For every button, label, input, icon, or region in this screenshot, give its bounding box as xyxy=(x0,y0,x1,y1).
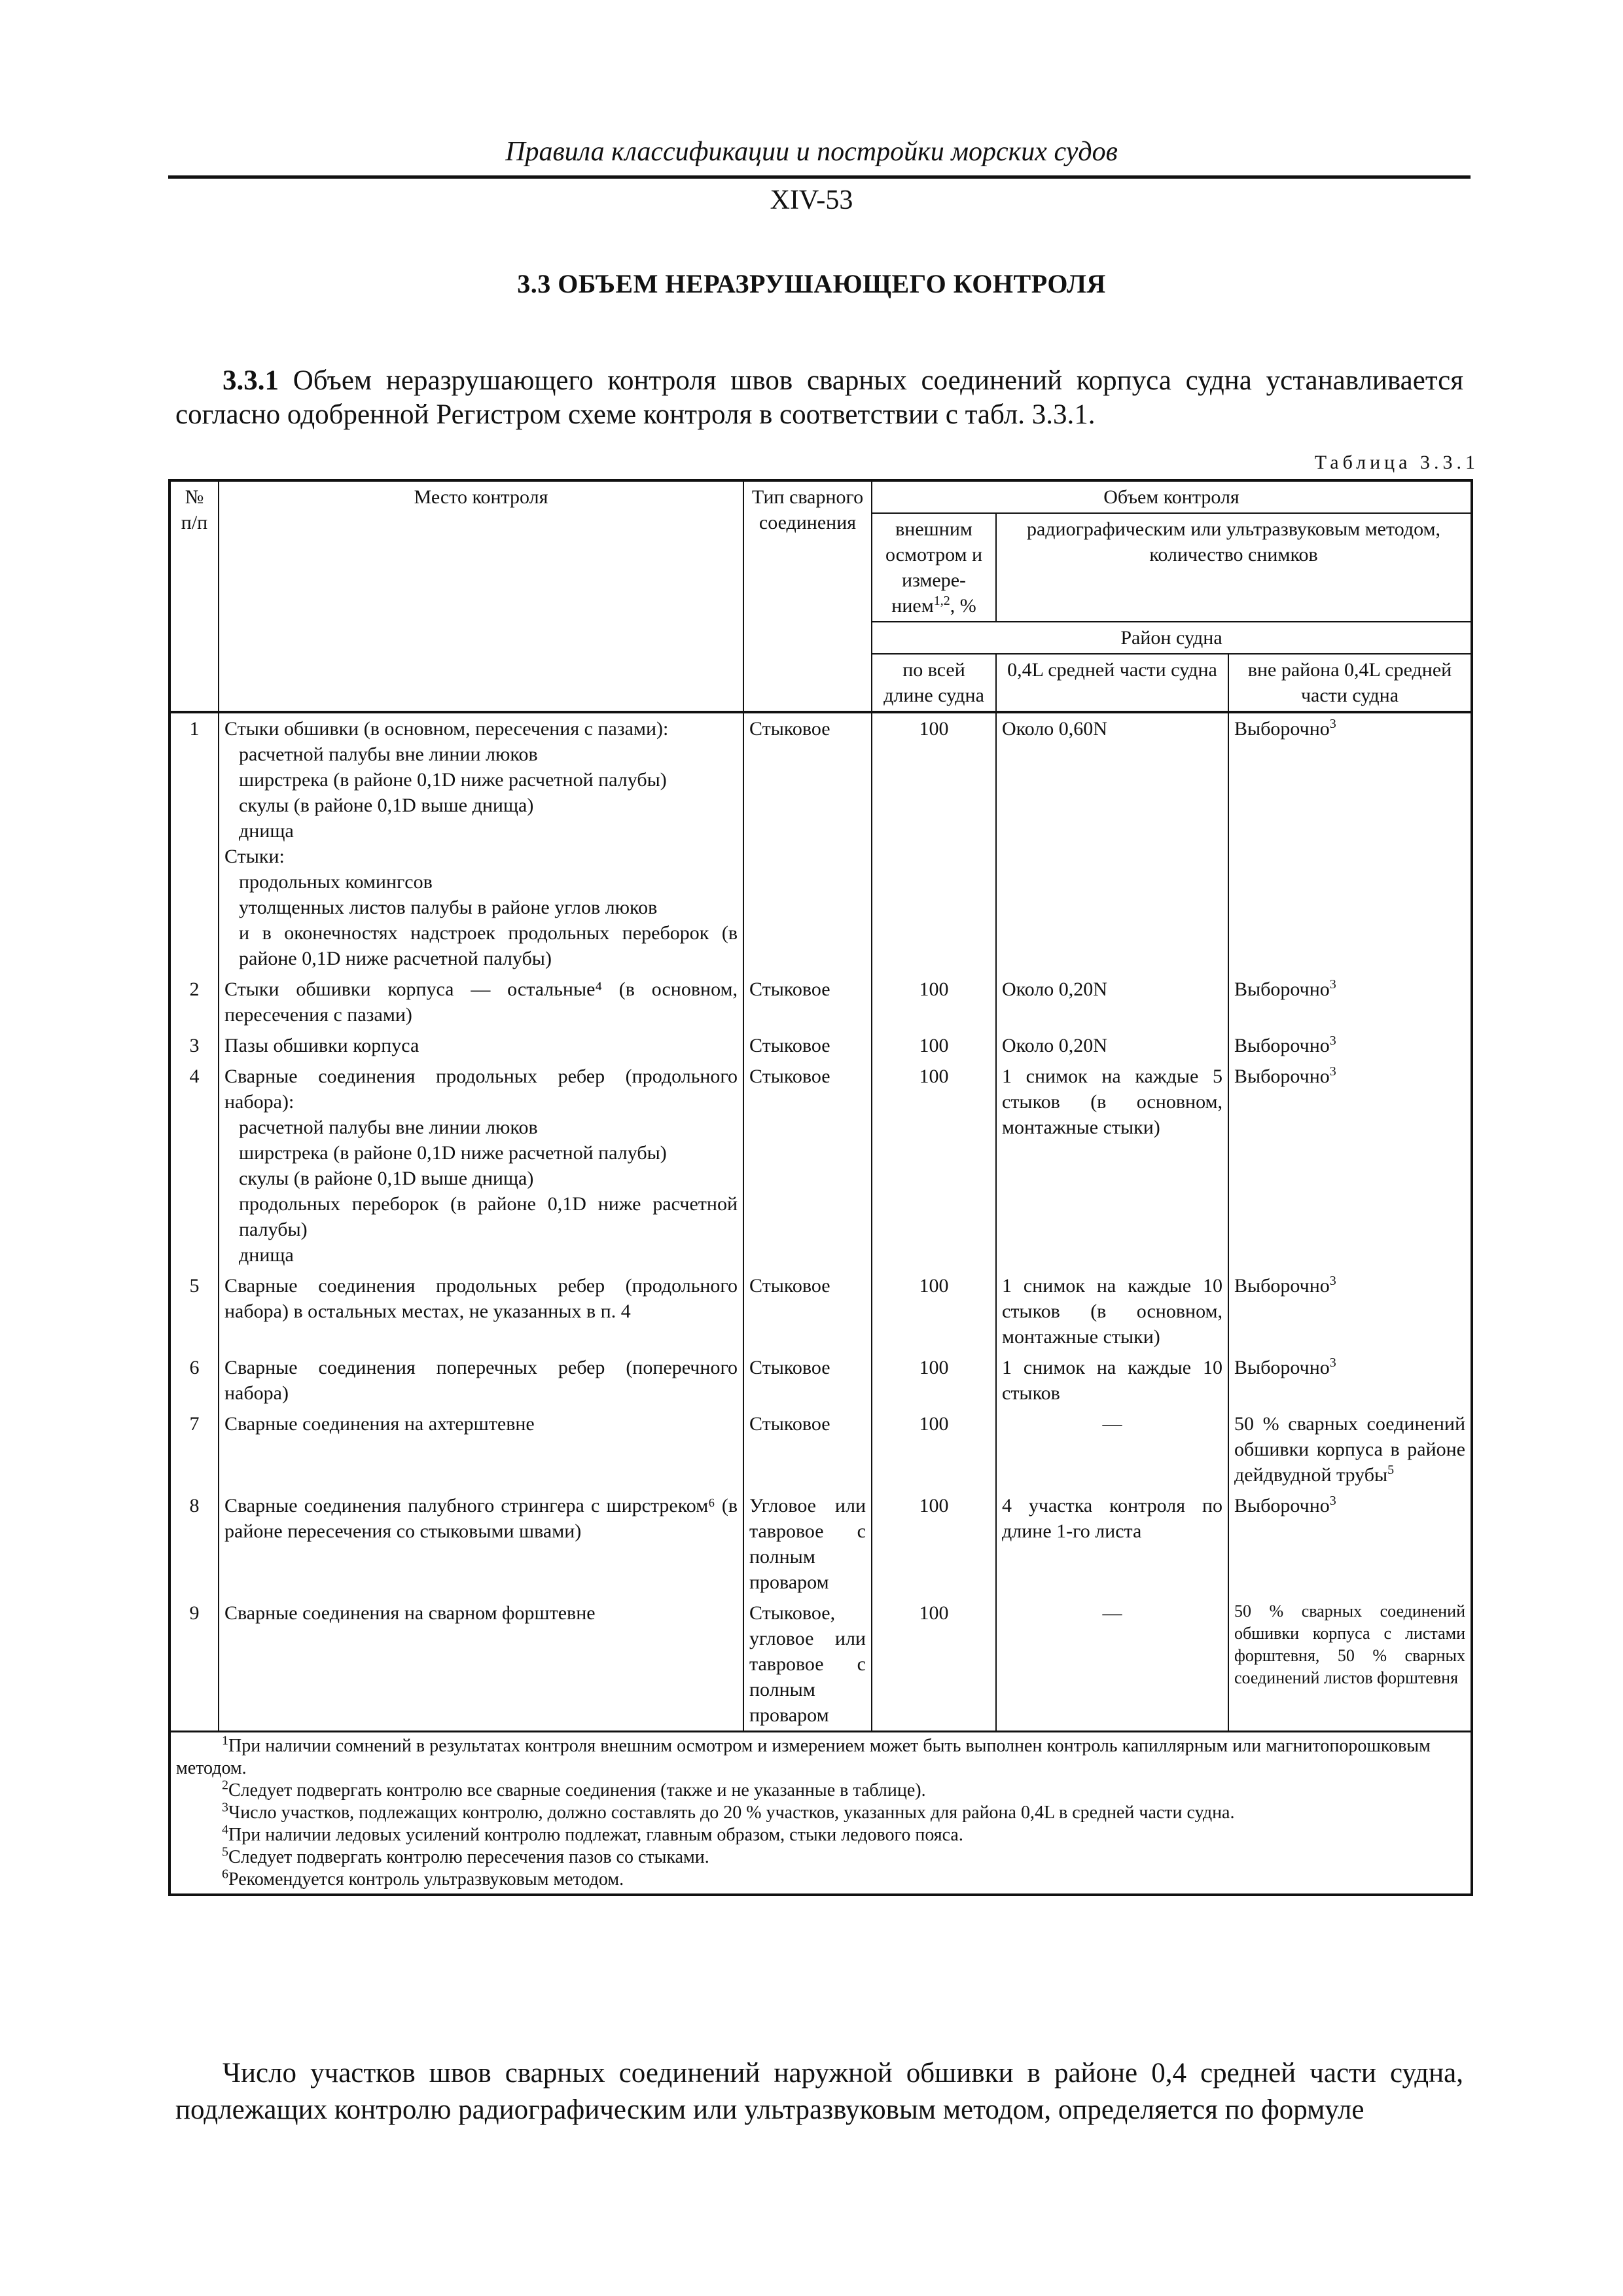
footnote-text: Следует подвергать контролю пересечения пазов со стыками. xyxy=(228,1847,709,1867)
row-place xyxy=(219,1270,743,1352)
row-mid-part: 4 участка контроля по длине 1-го листа xyxy=(996,1490,1228,1598)
table-row xyxy=(169,1598,1472,1732)
row-weld-type: Стыковое xyxy=(743,1270,872,1352)
place-line: продольных комингсов xyxy=(239,871,433,893)
place-line: днища xyxy=(239,820,294,842)
row-number: 6 xyxy=(169,1352,219,1408)
footnote xyxy=(176,1846,1465,1869)
row-number: 5 xyxy=(169,1270,219,1352)
table-container xyxy=(168,479,1471,1896)
row-mid-part: Около 0,20N xyxy=(996,974,1228,1030)
row-weld-type: Стыковое, угловое или тавровое с полным проваром xyxy=(743,1598,872,1732)
row-number: 3 xyxy=(169,1030,219,1061)
outside-footnote-ref: 3 xyxy=(1329,1064,1336,1079)
row-number: 8 xyxy=(169,1490,219,1598)
outside-text: Выборочно xyxy=(1234,718,1330,740)
row-mid-part: 1 снимок на каждые 10 стыков xyxy=(996,1352,1228,1408)
outside-footnote-ref: 3 xyxy=(1329,1033,1336,1048)
page-number: XIV-53 xyxy=(770,185,853,215)
header-volume: Объем контроля xyxy=(872,480,1472,513)
row-outside-mid xyxy=(1228,1490,1472,1598)
inspection-table xyxy=(168,479,1473,1896)
header-radio: радиографическим или ультразвуковым методом, количество снимков xyxy=(996,513,1472,622)
outside-footnote-ref: 5 xyxy=(1387,1463,1395,1477)
paragraph-text: Объем неразрушающего контроля швов сварных соединений корпуса судна устанавливается согласно одобренной Регистром схеме контроля в соответствии с табл. 3.3.1. xyxy=(175,365,1463,430)
row-place xyxy=(219,1598,743,1732)
row-place xyxy=(219,1408,743,1490)
place-line: Стыки: xyxy=(224,846,285,867)
row-visual-percent: 100 xyxy=(872,1061,996,1270)
row-outside-mid xyxy=(1228,1061,1472,1270)
footnote-mark: 5 xyxy=(222,1844,228,1859)
row-weld-type: Стыковое xyxy=(743,1352,872,1408)
row-outside-mid xyxy=(1228,1408,1472,1490)
footnote-mark: 4 xyxy=(222,1822,228,1837)
table-row xyxy=(169,1490,1472,1598)
place-line: и в оконечностях надстроек продольных переборок (в районе 0,1D ниже расчетной палубы) xyxy=(239,922,738,969)
row-outside-mid xyxy=(1228,1270,1472,1352)
footnote-text: Рекомендуется контроль ультразвуковым методом. xyxy=(228,1869,624,1890)
place-line: Сварные соединения на сварном форштевне xyxy=(224,1602,596,1624)
row-mid-part: Около 0,20N xyxy=(996,1030,1228,1061)
footnote-mark: 3 xyxy=(222,1800,228,1815)
header-place: Место контроля xyxy=(219,480,743,712)
row-outside-mid xyxy=(1228,974,1472,1030)
row-weld-type: Стыковое xyxy=(743,974,872,1030)
footnote-text: Следует подвергать контролю все сварные соединения (также и не указанные в таблице). xyxy=(228,1780,926,1801)
header-num: № п/п xyxy=(169,480,219,712)
place-line: скулы (в районе 0,1D выше днища) xyxy=(239,795,534,816)
table-body xyxy=(169,712,1472,1732)
footnote xyxy=(176,1802,1465,1824)
row-outside-mid xyxy=(1228,1030,1472,1061)
place-line: ширстрека (в районе 0,1D ниже расчетной палубы) xyxy=(239,1142,667,1164)
row-weld-type: Стыковое xyxy=(743,712,872,974)
outside-footnote-ref: 3 xyxy=(1329,717,1336,731)
place-line: Пазы обшивки корпуса xyxy=(224,1035,419,1056)
header-visual-unit: , % xyxy=(950,595,976,617)
footnote-mark: 2 xyxy=(222,1778,228,1793)
place-line: ширстрека (в районе 0,1D ниже расчетной палубы) xyxy=(239,769,667,791)
row-weld-type: Стыковое xyxy=(743,1030,872,1061)
row-place xyxy=(219,974,743,1030)
table-row xyxy=(169,1352,1472,1408)
place-line: продольных переборок (в районе 0,1D ниже расчетной палубы) xyxy=(239,1193,738,1240)
outside-text: Выборочно xyxy=(1234,1357,1330,1378)
row-visual-percent: 100 xyxy=(872,1030,996,1061)
place-line: Сварные соединения продольных ребер (продольного набора) в остальных местах, не указанных в п. 4 xyxy=(224,1275,738,1322)
row-place xyxy=(219,1352,743,1408)
place-line: Сварные соединения продольных ребер (продольного набора): xyxy=(224,1066,738,1113)
header-ship-region: Район судна xyxy=(872,622,1472,654)
outside-text: 50 % сварных соединений обшивки корпуса в районе дейдвудной трубы xyxy=(1234,1413,1465,1486)
row-mid-part: 1 снимок на каждые 5 стыков (в основном, монтажные стыки) xyxy=(996,1061,1228,1270)
row-visual-percent: 100 xyxy=(872,712,996,974)
footnote xyxy=(176,1780,1465,1802)
outside-text: Выборочно xyxy=(1234,1495,1330,1516)
footnote-text: При наличии сомнений в результатах контроля внешним осмотром и измерением может быть выполнен контроль капиллярным или магнитопорошковым методом. xyxy=(176,1736,1431,1778)
row-place xyxy=(219,1490,743,1598)
table-row xyxy=(169,1408,1472,1490)
place-line: расчетной палубы вне линии люков xyxy=(239,1117,538,1138)
row-visual-percent: 100 xyxy=(872,974,996,1030)
header-visual-sup: 1,2 xyxy=(933,594,950,608)
header-outside-mid: вне района 0,4L средней части судна xyxy=(1228,654,1472,712)
row-mid-part: — xyxy=(996,1598,1228,1732)
running-header-title: Правила классификации и постройки морских судов xyxy=(505,137,1118,167)
place-line: скулы (в районе 0,1D выше днища) xyxy=(239,1168,534,1189)
outside-text: Выборочно xyxy=(1234,1066,1330,1087)
table-row xyxy=(169,712,1472,974)
paragraph-number: 3.3.1 xyxy=(223,365,279,396)
row-mid-part: Около 0,60N xyxy=(996,712,1228,974)
row-weld-type: Стыковое xyxy=(743,1408,872,1490)
outside-footnote-ref: 3 xyxy=(1329,1355,1336,1370)
place-line: Стыки обшивки корпуса — остальные⁴ (в основном, пересечения с пазами) xyxy=(224,978,738,1026)
outside-text: Выборочно xyxy=(1234,1275,1330,1297)
table-caption: Таблица 3.3.1 xyxy=(1314,452,1479,473)
header-weld-type: Тип сварного соединения xyxy=(743,480,872,712)
footnote xyxy=(176,1824,1465,1846)
outside-footnote-ref: 3 xyxy=(1329,1494,1336,1508)
intro-paragraph xyxy=(175,364,1463,432)
footnote xyxy=(176,1735,1465,1780)
row-weld-type: Стыковое xyxy=(743,1061,872,1270)
row-outside-mid xyxy=(1228,712,1472,974)
row-mid-part: 1 снимок на каждые 10 стыков (в основном, монтажные стыки) xyxy=(996,1270,1228,1352)
place-line: утолщенных листов палубы в районе углов люков xyxy=(239,897,658,918)
place-line: Стыки обшивки (в основном, пересечения с пазами): xyxy=(224,718,669,740)
table-row xyxy=(169,974,1472,1030)
table-row xyxy=(169,1270,1472,1352)
outside-footnote-ref: 3 xyxy=(1329,1274,1336,1288)
row-visual-percent: 100 xyxy=(872,1490,996,1598)
row-place xyxy=(219,712,743,974)
row-visual-percent: 100 xyxy=(872,1352,996,1408)
row-number: 1 xyxy=(169,712,219,974)
place-line: Сварные соединения палубного стрингера с ширстреком⁶ (в районе пересечения со стыковыми швами) xyxy=(224,1495,738,1542)
header-visual-text: внешним осмотром и измере-нием xyxy=(885,518,983,617)
place-line: днища xyxy=(239,1244,294,1266)
table-header xyxy=(169,480,1472,712)
outside-text: Выборочно xyxy=(1234,978,1330,1000)
row-visual-percent: 100 xyxy=(872,1408,996,1490)
footnote xyxy=(176,1869,1465,1891)
closing-paragraph xyxy=(175,2055,1463,2128)
footnote-mark: 6 xyxy=(222,1867,228,1882)
header-full-length: по всей длине судна xyxy=(872,654,996,712)
row-outside-mid xyxy=(1228,1352,1472,1408)
outside-text: 50 % сварных соединений обшивки корпуса с листами форштевня, 50 % сварных соединений листов форштевня xyxy=(1234,1602,1465,1687)
row-visual-percent: 100 xyxy=(872,1598,996,1732)
row-visual-percent: 100 xyxy=(872,1270,996,1352)
footnote-text: При наличии ледовых усилений контролю подлежат, главным образом, стыки ледового пояса. xyxy=(228,1825,963,1845)
table-row xyxy=(169,1030,1472,1061)
header-visual xyxy=(872,513,996,622)
row-weld-type: Угловое или тавровое с полным проваром xyxy=(743,1490,872,1598)
table-row xyxy=(169,1061,1472,1270)
header-divider xyxy=(168,175,1471,179)
place-line: Сварные соединения на ахтерштевне xyxy=(224,1413,535,1435)
place-line: Сварные соединения поперечных ребер (поперечного набора) xyxy=(224,1357,738,1404)
row-place xyxy=(219,1030,743,1061)
row-outside-mid xyxy=(1228,1598,1472,1732)
row-number: 9 xyxy=(169,1598,219,1732)
row-number: 7 xyxy=(169,1408,219,1490)
section-heading: 3.3 ОБЪЕМ НЕРАЗРУШАЮЩЕГО КОНТРОЛЯ xyxy=(517,269,1106,298)
row-number: 4 xyxy=(169,1061,219,1270)
row-place xyxy=(219,1061,743,1270)
row-mid-part: — xyxy=(996,1408,1228,1490)
closing-text: Число участков швов сварных соединений наружной обшивки в районе 0,4 средней части судна, подлежащих контролю радиографическим или ультразвуковым методом, определяется по формуле xyxy=(175,2058,1463,2125)
place-line: расчетной палубы вне линии люков xyxy=(239,744,538,765)
table-footnotes xyxy=(169,1732,1472,1895)
header-mid-part: 0,4L средней части судна xyxy=(996,654,1228,712)
outside-text: Выборочно xyxy=(1234,1035,1330,1056)
footnote-mark: 1 xyxy=(222,1733,228,1748)
outside-footnote-ref: 3 xyxy=(1329,977,1336,992)
footnote-text: Число участков, подлежащих контролю, должно составлять до 20 % участков, указанных для района 0,4L в средней части судна. xyxy=(228,1803,1235,1823)
row-number: 2 xyxy=(169,974,219,1030)
